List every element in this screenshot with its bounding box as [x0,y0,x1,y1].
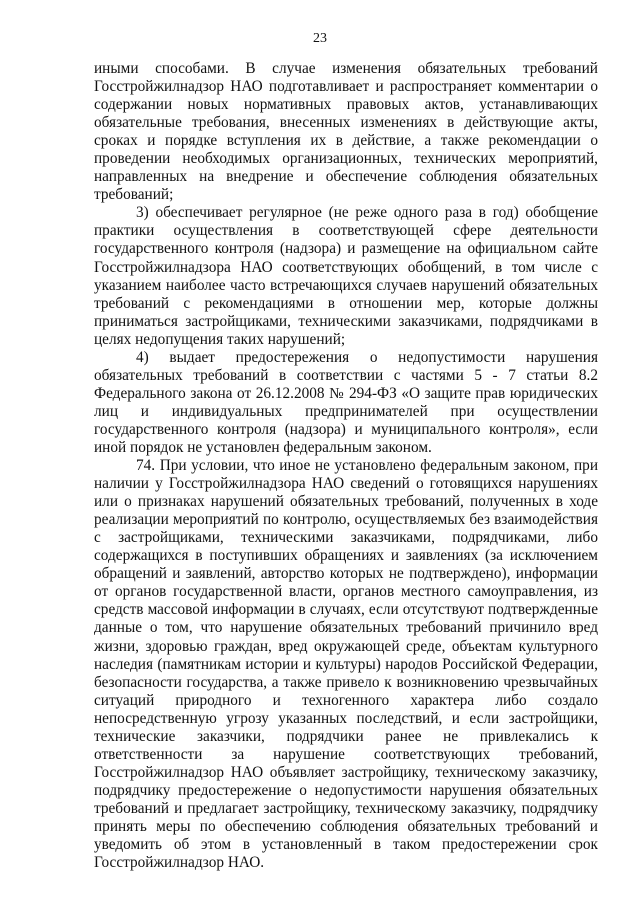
document-body [94,60,598,872]
paragraph-item-3: 3) обеспечивает регулярное (не реже одного раза в год) обобщение практики осуществления в соответствующей сфере деятельности государственного контроля (надзора) и размещение на официальном сайте Госстройжилнадзора НАО соответствующих обобщений, в том числе с указанием наиболее часто встречающихся случаев нарушений обязательных требований с рекомендациями в отношении мер, которые должны приниматься застройщиками, техническими заказчиками, подрядчиками в целях недопущения таких нарушений; [94,204,598,348]
paragraph-continuation: иными способами. В случае изменения обязательных требований Госстройжилнадзор НАО подготавливает и распространяет комментарии о содержании новых нормативных правовых актов, устанавливающих обязательные требования, внесенных изменениях в действующие акты, сроках и порядке вступления их в действие, а также рекомендации о проведении необходимых организационных, технических мероприятий, направленных на внедрение и обеспечение соблюдения обязательных требований; [94,60,598,204]
paragraph-section-74: 74. При условии, что иное не установлено федеральным законом, при наличии у Госстройжилнадзора НАО сведений о готовящихся нарушениях или о признаках нарушений обязательных требований, полученных в ходе реализации мероприятий по контролю, осуществляемых без взаимодействия с застройщиками, техническими заказчиками, подрядчиками, либо содержащихся в поступивших обращениях и заявлениях (за исключением обращений и заявлений, авторство которых не подтверждено), информации от органов государственной власти, органов местного самоуправления, из средств массовой информации в случаях, если отсутствуют подтвержденные данные о том, что нарушение обязательных требований причинило вред жизни, здоровью граждан, вред окружающей среде, объектам культурного наследия (памятникам истории и культуры) народов Российской Федерации, безопасности государства, а также привело к возникновению чрезвычайных ситуаций природного и техногенного характера либо создало непосредственную угрозу указанных последствий, и если застройщики, технические заказчики, подрядчики ранее не привлекались к ответственности за нарушение соответствующих требований, Госстройжилнадзор НАО объявляет застройщику, техническому заказчику, подрядчику предостережение о недопустимости нарушения обязательных требований и предлагает застройщику, техническому заказчику, подрядчику принять меры по обеспечению соблюдения обязательных требований и уведомить об этом в установленный в таком предостережении срок Госстройжилнадзор НАО. [94,457,598,872]
page-number: 23 [313,31,327,46]
paragraph-item-4: 4) выдает предостережения о недопустимости нарушения обязательных требований в соответствии с частями 5 - 7 статьи 8.2 Федерального закона от 26.12.2008 № 294-ФЗ «О защите прав юридических лиц и индивидуальных предпринимателей при осуществлении государственного контроля (надзора) и муниципального контроля», если иной порядок не установлен федеральным законом. [94,348,598,456]
